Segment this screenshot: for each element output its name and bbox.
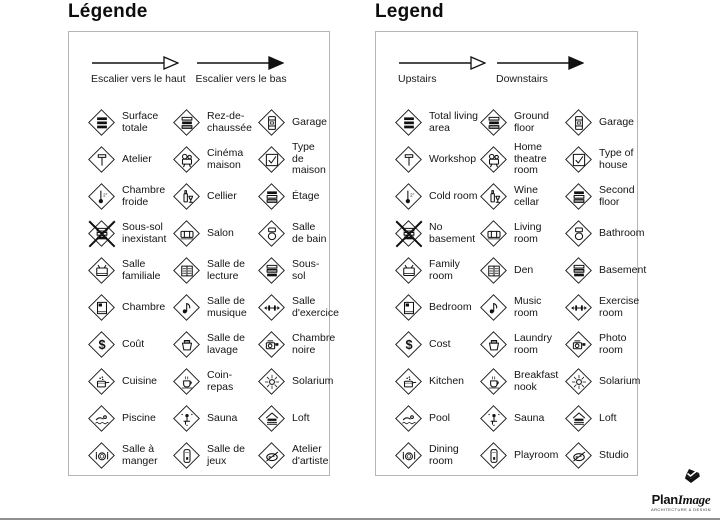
legend-item-label: Salle de lecture — [207, 257, 245, 282]
legend-item — [394, 326, 479, 363]
house-check-icon — [257, 145, 287, 175]
thermometer-icon — [394, 182, 424, 212]
glyph — [570, 373, 588, 391]
legend-item — [394, 363, 479, 400]
legend-item-label: Garage — [599, 115, 635, 128]
legend-item-label: Workshop — [429, 152, 477, 165]
bottom-divider — [0, 518, 720, 520]
glyph — [400, 299, 418, 317]
glyph — [485, 373, 503, 391]
floor-top-icon — [257, 182, 287, 212]
legend-item — [87, 178, 172, 215]
glyph — [263, 447, 281, 465]
cooking-pot-icon — [87, 367, 117, 397]
legend-item-label: Exercise room — [599, 294, 640, 319]
legend-item — [87, 400, 172, 437]
legend-item-label: Cold room — [429, 189, 478, 202]
glyph — [263, 262, 281, 280]
legend-item-label: Salle de bain — [292, 220, 327, 245]
legend-item — [479, 252, 564, 289]
cooking-pot-icon — [394, 367, 424, 397]
glyph — [178, 373, 196, 391]
legend-item-label: Chambre noire — [292, 331, 336, 356]
glyph — [178, 225, 196, 243]
coffee-cup-icon — [479, 367, 509, 397]
legend-item — [87, 215, 172, 252]
legend-item-label: Garage — [292, 115, 328, 128]
ground-floor-icon — [479, 108, 509, 138]
loft-icon — [564, 404, 594, 434]
legend-item-label: Photo room — [599, 331, 627, 356]
open-arrow-icon — [398, 48, 486, 70]
no-basement-icon — [394, 219, 424, 249]
glyph — [263, 410, 281, 428]
solid-arrow-icon — [196, 48, 287, 70]
house-check-icon — [564, 145, 594, 175]
glyph — [263, 299, 281, 317]
ground-floor-icon — [172, 108, 202, 138]
washer-icon — [479, 330, 509, 360]
legend-item — [394, 104, 479, 141]
legend-item-label: Salle de musique — [207, 294, 247, 319]
bookshelf-icon — [172, 256, 202, 286]
glyph — [178, 410, 196, 428]
legend-item — [172, 363, 257, 400]
legend-item-label: Salle familiale — [122, 257, 161, 282]
loft-icon — [257, 404, 287, 434]
legend-item-label: Living room — [514, 220, 542, 245]
legend-item — [479, 178, 564, 215]
basement-icon — [257, 256, 287, 286]
glyph — [93, 151, 111, 169]
glyph — [570, 114, 588, 132]
glyph — [178, 262, 196, 280]
legend-item-label: Dining room — [429, 442, 459, 467]
legend-item-label: Studio — [599, 448, 629, 461]
dining-icon — [394, 441, 424, 471]
glyph — [485, 188, 503, 206]
sun-icon — [564, 367, 594, 397]
legend-item — [172, 326, 257, 363]
legend-item-label: Atelier d'artiste — [292, 442, 329, 467]
legend-item — [564, 289, 640, 326]
glyph — [485, 410, 503, 428]
arrow-label: Escalier vers le bas — [195, 73, 287, 85]
legend-item — [564, 252, 647, 289]
legend-item-label: Sous-sol — [292, 257, 320, 282]
glyph — [400, 336, 418, 354]
glyph — [400, 410, 418, 428]
legend-item-label: Chambre froide — [122, 183, 166, 208]
playroom-icon — [172, 441, 202, 471]
legend-item — [479, 104, 564, 141]
legend-item — [564, 400, 636, 437]
legend-item-label: Solarium — [292, 374, 334, 387]
bed-icon — [87, 293, 117, 323]
couch-icon — [479, 219, 509, 249]
glyph — [400, 225, 418, 243]
legend-item-label: Total living area — [429, 109, 479, 134]
glyph — [178, 299, 196, 317]
legend-item-label: Salon — [207, 226, 234, 239]
garage-icon — [257, 108, 287, 138]
legend-item — [87, 252, 172, 289]
arrow-label: Downstairs — [496, 73, 548, 85]
legend-item-label: Piscine — [122, 411, 156, 424]
glyph — [400, 262, 418, 280]
wine-icon — [172, 182, 202, 212]
glyph — [263, 114, 281, 132]
glyph — [485, 225, 503, 243]
legend-item — [564, 363, 641, 400]
dining-icon — [87, 441, 117, 471]
legend-item — [564, 437, 636, 474]
legend-item-label: Coin-repas — [207, 368, 234, 393]
planimage-wordmark: PlanImage — [651, 492, 711, 507]
glyph — [263, 336, 281, 354]
legend-grid — [87, 104, 339, 474]
glyph — [400, 188, 418, 206]
legend-item-label: Étage — [292, 189, 320, 202]
legend-item — [172, 215, 257, 252]
glyph — [93, 447, 111, 465]
stairs-up-arrow — [398, 48, 486, 100]
legend-item — [87, 437, 172, 474]
legend-item-label: Salle d'exercice — [292, 294, 339, 319]
glyph — [400, 373, 418, 391]
swimmer-icon — [87, 404, 117, 434]
glyph — [93, 262, 111, 280]
tv-icon — [394, 256, 424, 286]
glyph — [570, 262, 588, 280]
swimmer-icon — [394, 404, 424, 434]
svg-text:2°: 2° — [410, 191, 415, 197]
legend-item — [257, 215, 329, 252]
projector-icon — [172, 145, 202, 175]
legend-item — [257, 326, 336, 363]
legend-item — [394, 178, 479, 215]
legend-item-label: Home theatre room — [514, 140, 547, 177]
svg-text:$: $ — [98, 336, 106, 352]
stairs-down-arrow — [496, 48, 584, 100]
legend-item-label: No basement — [429, 220, 476, 245]
legend-item-label: Loft — [599, 411, 617, 424]
legend-item — [394, 141, 479, 178]
legend-item-label: Playroom — [514, 448, 559, 461]
tv-icon — [87, 256, 117, 286]
glyph — [93, 410, 111, 428]
glyph — [93, 299, 111, 317]
glyph — [570, 336, 588, 354]
glyph — [93, 336, 111, 354]
legend-item — [172, 289, 257, 326]
legend-panel-english — [375, 31, 647, 476]
sauna-icon — [479, 404, 509, 434]
coffee-cup-icon — [172, 367, 202, 397]
studio-icon — [257, 441, 287, 471]
glyph — [485, 336, 503, 354]
no-basement-icon — [87, 219, 117, 249]
legend-item — [394, 215, 479, 252]
legend-item — [257, 178, 329, 215]
legend-item — [87, 104, 172, 141]
legend-item-label: Salle de lavage — [207, 331, 245, 356]
glyph — [263, 151, 281, 169]
glyph — [570, 225, 588, 243]
layers-filled-icon — [394, 108, 424, 138]
legend-item — [394, 289, 479, 326]
glyph — [178, 151, 196, 169]
glyph — [178, 447, 196, 465]
legend-item-label: Cuisine — [122, 374, 158, 387]
legend-item-label: Surface totale — [122, 109, 159, 134]
legend-item — [479, 141, 564, 178]
legend-item — [172, 104, 257, 141]
legend-item — [172, 178, 257, 215]
glyph — [263, 188, 281, 206]
glyph — [93, 225, 111, 243]
exercise-icon — [257, 293, 287, 323]
arrow-label: Escalier vers le haut — [91, 73, 186, 85]
legend-item-label: Chambre — [122, 300, 166, 313]
legend-item — [479, 400, 564, 437]
legend-panel-french — [68, 31, 339, 476]
camera-icon — [564, 330, 594, 360]
legend-item-label: Sauna — [207, 411, 238, 424]
sun-icon — [257, 367, 287, 397]
legend-item — [564, 178, 636, 215]
legend-item — [479, 289, 564, 326]
toilet-icon — [564, 219, 594, 249]
legend-item — [172, 141, 257, 178]
playroom-icon — [479, 441, 509, 471]
arrows-row — [87, 48, 327, 100]
svg-text:$: $ — [405, 336, 413, 352]
legend-item-label: Salle de jeux — [207, 442, 245, 467]
legend-item — [257, 437, 329, 474]
glyph — [485, 447, 503, 465]
hammer-icon — [87, 145, 117, 175]
legend-item — [257, 400, 329, 437]
legend-item — [87, 141, 172, 178]
legend-item-label: Loft — [292, 411, 310, 424]
studio-icon — [564, 441, 594, 471]
legend-item — [479, 363, 564, 400]
page-title-french: Légende — [68, 1, 148, 22]
legend-item — [257, 289, 339, 326]
legend-item-label: Salle à manger — [122, 442, 158, 467]
washer-icon — [172, 330, 202, 360]
glyph — [570, 410, 588, 428]
solid-arrow-icon — [496, 48, 584, 70]
legend-item — [172, 252, 257, 289]
legend-item-label: Solarium — [599, 374, 641, 387]
glyph — [570, 188, 588, 206]
legend-item — [479, 215, 564, 252]
legend-item-label: Music room — [514, 294, 542, 319]
floor-top-icon — [564, 182, 594, 212]
legend-item — [394, 252, 479, 289]
legend-item — [479, 437, 564, 474]
legend-item — [564, 215, 645, 252]
toilet-icon — [257, 219, 287, 249]
planimage-tagline: ARCHITECTURE & DESIGN — [651, 507, 711, 512]
legend-item — [87, 363, 172, 400]
legend-item — [564, 141, 636, 178]
planimage-check-icon — [662, 466, 718, 493]
legend-item-label: Cellier — [207, 189, 237, 202]
wine-icon — [479, 182, 509, 212]
stairs-up-arrow — [91, 48, 186, 100]
projector-icon — [479, 145, 509, 175]
legend-item-label: Laundry room — [514, 331, 552, 356]
basement-icon — [564, 256, 594, 286]
legend-item — [172, 400, 257, 437]
legend-item-label: Basement — [599, 263, 647, 276]
glyph — [178, 188, 196, 206]
legend-item-label: Ground floor — [514, 109, 550, 134]
arrow-label: Upstairs — [398, 73, 437, 85]
legend-item-label: Cost — [429, 337, 451, 350]
layers-filled-icon — [87, 108, 117, 138]
hammer-icon — [394, 145, 424, 175]
legend-item-label: Kitchen — [429, 374, 465, 387]
legend-item-label: Breakfast nook — [514, 368, 559, 393]
legend-grid — [394, 104, 647, 474]
legend-item-label: Second floor — [599, 183, 635, 208]
garage-icon — [564, 108, 594, 138]
legend-item — [257, 104, 329, 141]
legend-item — [479, 326, 564, 363]
camera-icon — [257, 330, 287, 360]
legend-item-label: Coût — [122, 337, 145, 350]
glyph — [400, 114, 418, 132]
legend-item-label: Pool — [429, 411, 451, 424]
legend-item-label: Rez-de-chaussée — [207, 109, 252, 134]
legend-item-label: Atelier — [122, 152, 152, 165]
open-arrow-icon — [91, 48, 186, 70]
glyph — [93, 188, 111, 206]
legend-item-label: Sauna — [514, 411, 545, 424]
legend-item-label: Type of house — [599, 146, 634, 171]
svg-text:2°: 2° — [103, 191, 108, 197]
dollar-icon — [87, 330, 117, 360]
glyph — [263, 373, 281, 391]
legend-item — [394, 400, 479, 437]
glyph — [178, 336, 196, 354]
legend-item — [257, 252, 329, 289]
couch-icon — [172, 219, 202, 249]
dollar-icon — [394, 330, 424, 360]
arrows-row — [394, 48, 635, 100]
page-title-english: Legend — [375, 1, 444, 22]
glyph — [263, 225, 281, 243]
legend-item-label: Bedroom — [429, 300, 472, 313]
legend-item — [394, 437, 479, 474]
glyph — [93, 114, 111, 132]
glyph — [178, 114, 196, 132]
thermometer-icon — [87, 182, 117, 212]
bookshelf-icon — [479, 256, 509, 286]
legend-item — [257, 141, 329, 178]
glyph — [485, 151, 503, 169]
glyph — [400, 151, 418, 169]
legend-item-label: Bathroom — [599, 226, 645, 239]
glyph — [485, 299, 503, 317]
legend-item-label: Cinéma maison — [207, 146, 244, 171]
glyph — [485, 262, 503, 280]
legend-item — [564, 104, 636, 141]
legend-item — [87, 289, 172, 326]
glyph — [400, 447, 418, 465]
sauna-icon — [172, 404, 202, 434]
legend-item-label: Wine cellar — [514, 183, 540, 208]
legend-item — [257, 363, 334, 400]
music-note-icon — [172, 293, 202, 323]
stairs-down-arrow — [196, 48, 287, 100]
glyph — [570, 151, 588, 169]
bed-icon — [394, 293, 424, 323]
glyph — [93, 373, 111, 391]
legend-item-label: Den — [514, 263, 534, 276]
legend-item-label: Sous-sol inexistant — [122, 220, 167, 245]
music-note-icon — [479, 293, 509, 323]
legend-item-label: Family room — [429, 257, 460, 282]
legend-item — [172, 437, 257, 474]
glyph — [485, 114, 503, 132]
exercise-icon — [564, 293, 594, 323]
legend-item — [87, 326, 172, 363]
glyph — [570, 447, 588, 465]
legend-item — [564, 326, 636, 363]
glyph — [570, 299, 588, 317]
planimage-logo — [644, 466, 718, 512]
legend-item-label: Type de maison — [292, 140, 326, 177]
